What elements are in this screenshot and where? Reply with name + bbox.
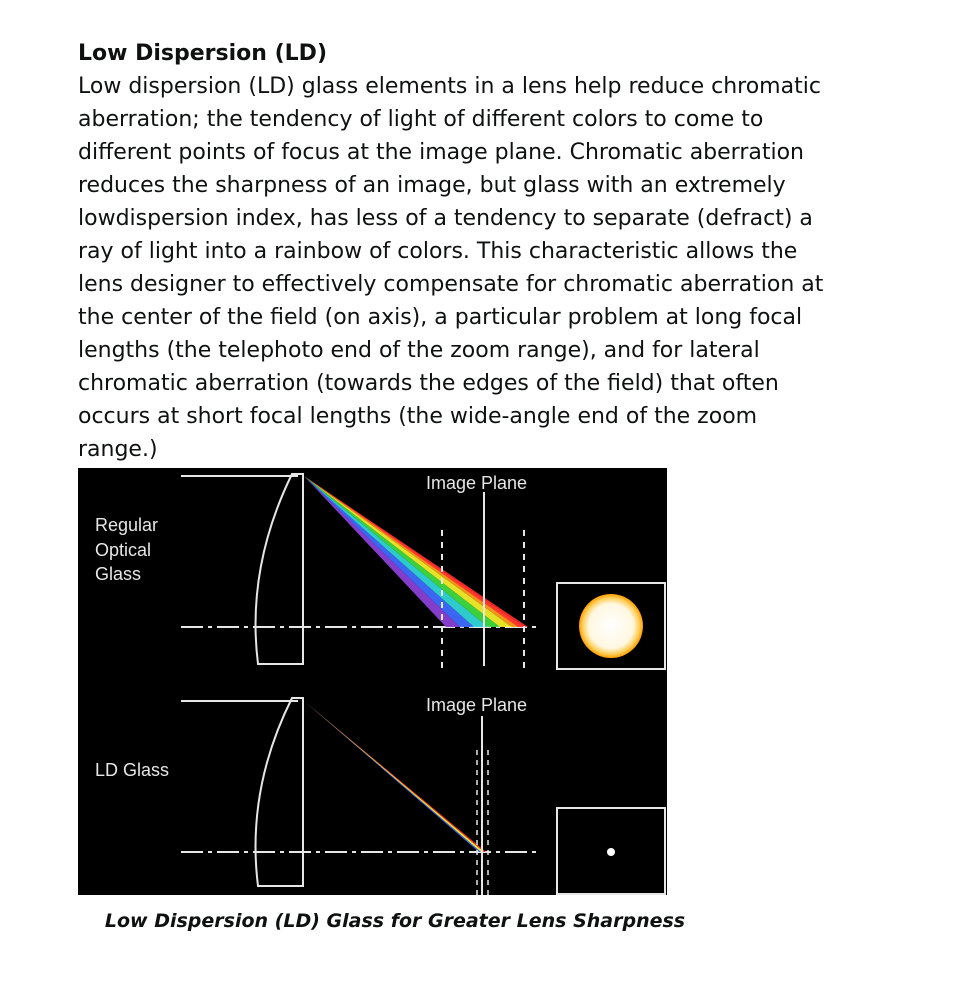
section-heading: Low Dispersion (LD) (78, 41, 327, 66)
regular-glass-label-1: Regular (95, 515, 159, 535)
ld-glass-diagram (78, 468, 667, 895)
sharp-point-spot (607, 848, 615, 856)
ray-red (304, 476, 528, 627)
figure-caption: Low Dispersion (LD) Glass for Greater Lens Sharpness (104, 910, 686, 932)
ld-glass-label: LD Glass (95, 760, 170, 780)
ld-ray-red (304, 701, 486, 852)
section-paragraph: Low dispersion (LD) glass elements in a lens help reduce chromatic aberration; the tendency of light of different colors to come to different points of focus at the image plane. Chromatic aberration reduces the sharpness of an image, but glass with an extremely lowdispersion index, has less of a tendency to separate (defract) a ray of light into a rainbow of colors. This characteristic allows the lens designer to effectively compensate for chromatic aberration at the center of the field (on axis), a particular problem at long focal lengths (the telephoto end of the zoom range), and for lateral chromatic aberration (towards the edges of the field) that often occurs at short focal lengths (the wide-angle end of the zoom range.) (78, 74, 824, 462)
top-panel (95, 473, 665, 669)
regular-glass-label-3: Glass (95, 564, 142, 584)
image-plane-label-top: Image Plane (426, 473, 528, 493)
regular-glass-label-2: Optical (95, 540, 152, 560)
article-section (78, 37, 838, 466)
large-blur-spot (579, 594, 643, 658)
image-plane-label-bottom: Image Plane (426, 695, 528, 715)
lens-element-top (256, 474, 303, 664)
lens-element-bottom (256, 698, 303, 886)
clipped-previous-text-line (78, 0, 514, 19)
bottom-panel (95, 695, 665, 895)
